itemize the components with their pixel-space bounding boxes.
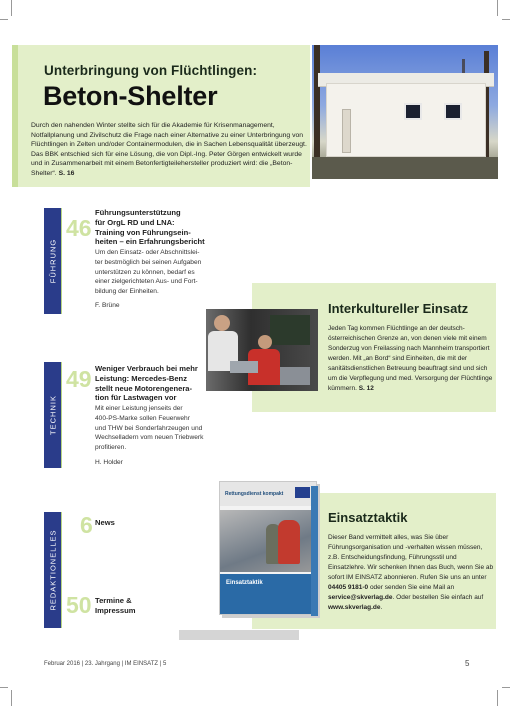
phone-number[interactable]: 04405 9181-0 xyxy=(328,584,369,591)
section-divider xyxy=(61,512,62,628)
article-teaser: Mit einer Leistung jenseits der 400-PS-Marke sollen Feuerwehr und THW bei Sonderfahrzeugen und Wechselladern vom neuen Triebwerk profitieren. xyxy=(95,405,204,452)
web-link[interactable]: www.skverlag.de xyxy=(328,604,381,611)
section-tab-fuehrung: FÜHRUNG xyxy=(44,208,61,314)
feature-text xyxy=(31,121,307,179)
footer-page-number: 5 xyxy=(465,659,470,668)
crop-mark xyxy=(497,690,498,706)
book-cover xyxy=(219,481,317,615)
interkulturell-page-ref: S. 12 xyxy=(358,385,374,392)
book-series: Rettungsdienst kompakt xyxy=(225,491,284,497)
einsatztaktik-text: Dieser Band vermittelt alles, was Sie über Führungsorganisation und -verhalten wissen müssen, z.B. Entscheidungsfindung, Führungsstil und Einsatzlehre. Wir schenken Ihnen das Buch, wenn Sie ab sofort IM EINSATZ abonnieren. Rufen Sie uns an unter 04405 9181-0 oder senden Sie eine Mail an service@skverlag.de. Oder bestellen Sie einfach auf www.skverlag.de. xyxy=(328,534,494,611)
crop-mark xyxy=(502,19,510,20)
section-tab-technik: TECHNIK xyxy=(44,362,61,468)
crop-mark xyxy=(0,19,8,20)
book-title: Einsatztaktik xyxy=(226,580,263,586)
article-teaser: Um den Einsatz- oder Abschnittslei- ter bestmöglich bei seinen Aufgaben unterstützen zu können, bedarf es einer zielgerichteten Aus- und Fort- bildung der Einheiten. xyxy=(95,249,202,296)
section-tab-redaktionelles: REDAKTIONELLES xyxy=(44,512,61,628)
news-label: News xyxy=(95,518,115,527)
section-divider xyxy=(61,362,62,468)
article-page-number: 50 xyxy=(66,592,92,618)
article-page-number: 6 xyxy=(80,512,93,538)
book-shadow xyxy=(179,630,299,640)
feature-photo-strip xyxy=(12,45,18,187)
feature-kicker: Unterbringung von Flüchtlingen: xyxy=(44,63,258,78)
article-author: F. Brüne xyxy=(95,302,120,309)
article-page-number: 46 xyxy=(66,215,92,241)
article-page-number: 49 xyxy=(66,366,92,392)
feature-title: Beton-Shelter xyxy=(43,81,218,111)
article-headline: Führungsunterstützung für OrgL RD und LNA: Training von Führungsein- heiten – ein Erfahrungsbericht xyxy=(95,208,205,247)
feature-body: Durch den nahenden Winter stellte sich für die Akademie für Krisenmanagement, Notfallplanung und Zivilschutz die Frage nach einer Alternative zu einer Unterbringung von Flüchtlingen in Zelten und/oder Containermodulen, die in Sachen Lebensqualität überzeugt. Das BBK entschied sich für eine Lösung, die von Dipl.-Ing. Peter Görgen entwickelt wurde und in Zusammenarbeit mit einem Betonfertigteilehersteller produziert wird: die „Beton-Shelter“. xyxy=(31,122,307,177)
feature-page-ref: S. 16 xyxy=(58,169,75,177)
crop-mark xyxy=(497,0,498,16)
crop-mark xyxy=(502,687,510,688)
footer-issue: Februar 2016 | 23. Jahrgang | IM EINSATZ | 5 xyxy=(44,661,167,667)
article-author: H. Holder xyxy=(95,459,123,466)
email-link[interactable]: service@skverlag.de xyxy=(328,594,393,601)
refugees-photo xyxy=(206,309,318,391)
interkulturell-text: Jeden Tag kommen Flüchtlinge an der deutsch-österreichischen Grenze an, von denen viele mit einem Sonderzug von Freilassing nach Mannheim transportiert werden. Mit „an Bord“ sind Einheiten, die mit der sanitätsdienstlichen Betreuung beauftragt sind und sich um die Verpflegung und med. Versorgung der Flüchtlinge kümmern. S. 12 xyxy=(328,325,493,392)
crop-mark xyxy=(11,690,12,706)
impressum-label: Termine & Impressum xyxy=(95,596,136,615)
interkulturell-title: Interkultureller Einsatz xyxy=(328,301,469,316)
book-spine xyxy=(311,486,318,616)
section-divider xyxy=(61,208,62,314)
article-headline: Weniger Verbrauch bei mehr Leistung: Mercedes-Benz stellt neue Motorengenera- tion für Lastwagen vor xyxy=(95,364,198,403)
crop-mark xyxy=(0,687,8,688)
shelter-photo xyxy=(312,45,498,179)
einsatztaktik-title: Einsatztaktik xyxy=(328,510,408,525)
publisher-logo xyxy=(295,487,310,498)
crop-mark xyxy=(11,0,12,16)
